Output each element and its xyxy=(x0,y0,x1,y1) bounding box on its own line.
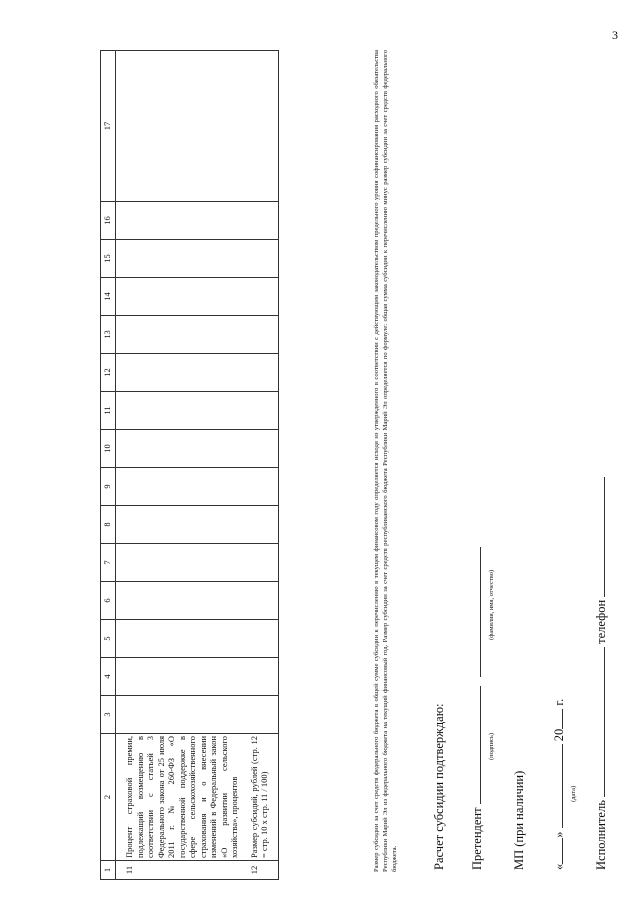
header-cell: 6 xyxy=(101,582,116,620)
header-cell: 14 xyxy=(101,278,116,316)
signature-field xyxy=(470,686,481,804)
row-number: 11 xyxy=(116,861,241,880)
header-cell: 1 xyxy=(101,861,116,880)
page-number: 3 xyxy=(612,28,618,42)
date-line: «» 20 г. xyxy=(552,698,566,870)
header-cell: 17 xyxy=(101,51,116,202)
name-field xyxy=(470,547,481,677)
header-cell: 4 xyxy=(101,658,116,696)
row-text: Размер субсидий, рублей (стр. 12 = стр. 10 x стр. 11 / 100) xyxy=(241,734,279,861)
header-cell: 13 xyxy=(101,316,116,354)
applicant-line xyxy=(470,547,485,870)
header-cell: 15 xyxy=(101,240,116,278)
executor-field xyxy=(594,647,605,797)
executor-label: Исполнитель xyxy=(594,800,608,870)
header-cell: 3 xyxy=(101,696,116,734)
table-header-row xyxy=(101,51,116,880)
subsidy-table xyxy=(100,50,279,880)
name-caption: (фамилия, имя, отчество) xyxy=(488,569,495,640)
phone-label: телефон xyxy=(594,599,608,644)
header-cell: 9 xyxy=(101,468,116,506)
year-field xyxy=(552,709,563,729)
header-cell: 16 xyxy=(101,202,116,240)
header-cell: 2 xyxy=(101,734,116,861)
executor-line xyxy=(594,477,609,870)
date-caption: (дата) xyxy=(570,785,577,802)
applicant-label: Претендент xyxy=(470,807,484,870)
phone-field xyxy=(594,477,605,597)
header-cell: 10 xyxy=(101,430,116,468)
header-cell: 11 xyxy=(101,392,116,430)
stamp-label: МП (при наличии) xyxy=(512,770,526,870)
table-row xyxy=(241,51,279,880)
table-row xyxy=(116,51,241,880)
month-field xyxy=(552,744,563,828)
header-cell: 8 xyxy=(101,506,116,544)
header-cell: 7 xyxy=(101,544,116,582)
signature-caption: (подпись) xyxy=(488,733,495,760)
row-number: 12 xyxy=(241,861,279,880)
day-field xyxy=(552,838,563,864)
header-cell: 12 xyxy=(101,354,116,392)
header-cell: 5 xyxy=(101,620,116,658)
confirm-heading: Расчет субсидии подтверждаю: xyxy=(432,703,446,870)
row-text: Процент страховой премии, подлежащий возмещению в соответствии с статьей 3 Федерального закона от 25 июля 2011 г. № 260-ФЗ «О государственной поддержке в сфере сельскохозяйственного страхования и о внесении изменений в Федеральный закон «О развитии сельского хозяйства», процентов xyxy=(116,734,241,861)
rotated-page-content xyxy=(60,20,620,880)
footnote: Размер субсидии за счет средств федерального бюджета в общей сумме субсидии к перечислению в текущем финансовом году определяется исходя из утвержденного в соответствии с действующим законодательством предельного уровня софинансирования расходного обязательства Республики Марий Эл из федерального бюджета на текущий финансовый год. Размер субсидии за счет средств республиканского бюджета Республики Марий Эл определяется по формуле: общая сумма субсидии к перечислению минус размер субсидии за счет средств федерального бюджета. xyxy=(373,50,398,872)
